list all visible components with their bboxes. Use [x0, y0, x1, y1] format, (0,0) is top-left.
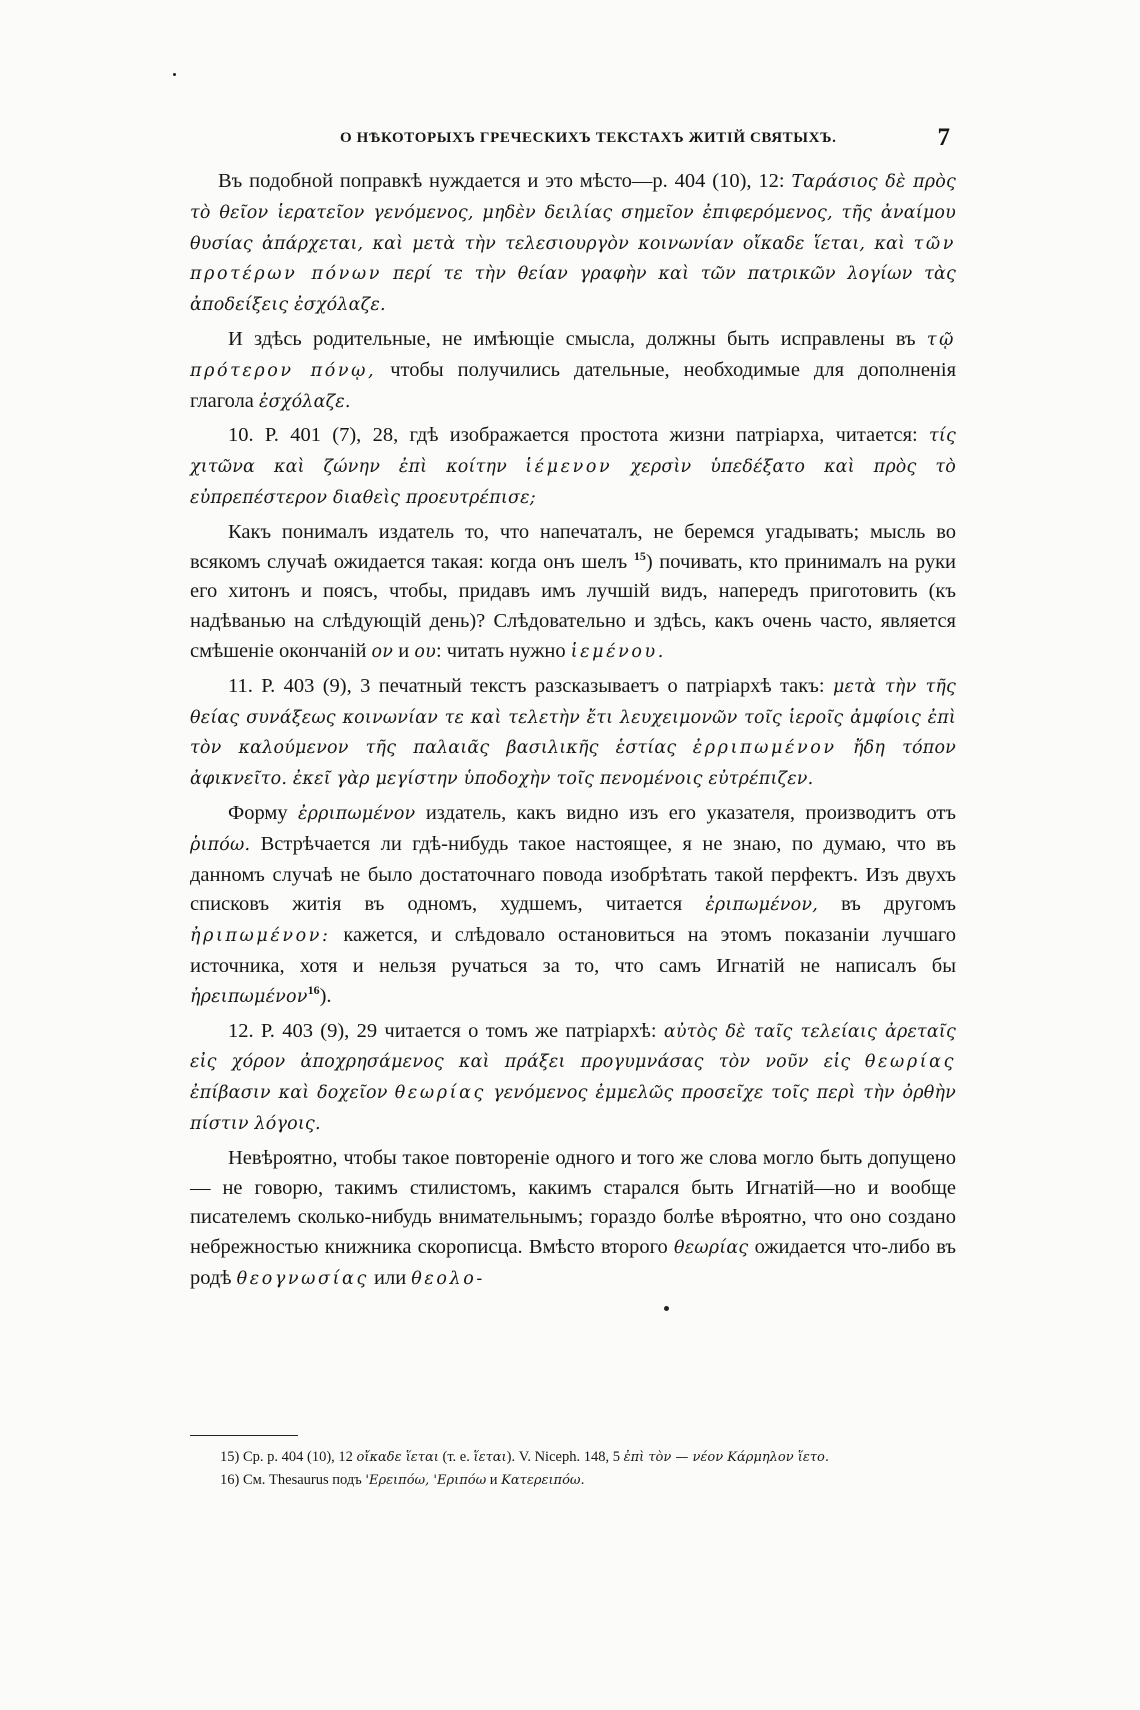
text-run: 11. Р. 403 (9), 3 печатный текстъ разсказываетъ о патріархѣ такъ: — [228, 674, 825, 697]
text-run: и — [398, 639, 410, 662]
text-run: Какъ понималъ издатель то, что напечаталъ, не беремся угадывать; мысль во всякомъ случаѣ ожидается такая: когда онъ шелъ — [190, 520, 956, 573]
greek-quote: αὐτὸς δὲ ταῖς τελείαις ἀρεταῖς εἰς χόρον ἀποχρησάμενος καὶ πράξει προγυμνάσας τὸν νοῦν εἰς — [190, 1021, 956, 1073]
text-run: ожидается что-либо въ родѣ — [190, 1236, 957, 1289]
paragraph — [190, 672, 956, 795]
text-run: Форму — [228, 801, 288, 824]
running-title: О НѢКОТОРЫХЪ ГРЕЧЕСКИХЪ ТЕКСТАХЪ ЖИТІЙ СВЯТЫХЪ. — [340, 130, 837, 146]
paragraph — [190, 167, 956, 321]
greek-word: οἴκαδε ἵεται — [356, 1450, 439, 1465]
text-run: ). V. Niceph. 148, 5 — [506, 1449, 620, 1465]
footnote-16 — [190, 1469, 960, 1492]
running-head — [210, 124, 950, 160]
text-run: и — [489, 1472, 498, 1488]
greek-word: ῥιπόω. — [190, 834, 251, 855]
greek-word: ἵεται — [473, 1450, 507, 1465]
greek-word: ον — [371, 641, 394, 662]
greek-quote: χερσὶν ὑπεδέξατο καὶ πρὸς τὸ εὐπρεπέστερον διαθεὶς προευτρέπισε; — [190, 457, 957, 508]
footnote-15 — [190, 1446, 960, 1469]
text-run: или — [374, 1266, 407, 1289]
text-run: И здѣсь родительные, не имѣющіе смысла, должны быть исправлены въ — [228, 327, 916, 350]
text-run: 15) Ср. р. 404 (10), 12 — [220, 1449, 353, 1465]
greek-emphasis: ἠριπωμένον: — [190, 926, 331, 947]
text-run: (т. е. — [442, 1449, 470, 1465]
paragraph — [190, 325, 956, 417]
text-run: 10. Р. 401 (7), 28, гдѣ изображается простота жизни патріарха, читается: — [228, 424, 918, 447]
greek-emphasis: ἐρριπωμένον — [692, 738, 837, 759]
paragraph — [190, 1144, 956, 1295]
greek-word: θεωρίας — [673, 1238, 749, 1259]
text-run: Въ подобной поправкѣ нуждается и это мѣсто—р. 404 (10), 12: — [218, 170, 785, 192]
page-number: 7 — [937, 124, 950, 151]
greek-word: ἠρειπωμένον — [190, 986, 308, 1007]
greek-quote: Ταράσιος δὲ πρὸς τὸ θεῖον ἱερατεῖον γενόμενος, μηδὲν δειλίας σημεῖον ἐπιφερόμενος, τῆς ἀναίμου θυσίας ἀπάρχεται, καὶ μετὰ τὴν τελεσιουργὸν κοινωνίαν οἴκαδε ἵεται, καὶ — [190, 172, 957, 254]
greek-emphasis: θεογνωσίας — [236, 1268, 369, 1289]
text-run: 12. Р. 403 (9), 29 читается о томъ же патріархѣ: — [228, 1019, 657, 1042]
greek-word: ἐρριπωμένον — [298, 803, 416, 824]
text-run: Встрѣчается ли гдѣ-нибудь такое настоящее, я не знаю, по думаю, что въ данномъ случаѣ не было достаточнаго повода изобрѣтать такой перфектъ. Изъ двухъ списковъ житія въ одномъ, худшемъ, читается — [190, 832, 956, 916]
text-run: чтобы получились дательные, необходимые для дополненія глагола — [190, 358, 957, 412]
greek-quote: μετὰ τὴν τῆς θείας συνάξεως κοινωνίαν τε καὶ τελετὴν ἔτι λευχειμονῶν τοῖς ἱεροῖς ἀμφίοις ἐπὶ τὸν καλούμενον τῆς παλαιᾶς βασιλικῆς ἑστίας — [190, 676, 957, 759]
footnote-ref[interactable]: 16 — [307, 982, 320, 997]
greek-quote: τίς χιτῶνα καὶ ζώνην ἐπὶ κοίτην — [190, 426, 956, 478]
text-run: издатель, какъ видно изъ его указателя, производитъ отъ — [425, 801, 956, 824]
greek-quote: ἐπίβασιν καὶ δοχεῖον — [190, 1083, 388, 1104]
paragraph — [190, 1017, 956, 1140]
greek-emphasis: θεολο- — [411, 1268, 485, 1289]
footnote-divider — [190, 1435, 298, 1436]
text-run: ) почивать, кто принималъ на руки его хитонъ и поясъ, чтобы, придавъ имъ лучшій видъ, напередъ приготовить (къ надѣванью на слѣдующій день)? Слѣдовательно и здѣсь, какъ очень часто, является смѣшеніе окончаній — [190, 550, 957, 662]
greek-emphasis: θεωρίας — [394, 1083, 486, 1104]
paragraph — [190, 799, 956, 1013]
text-run: Невѣроятно, чтобы такое повтореніе одного и того же слова могло быть допущено — не говорю, такимъ стилистомъ, какимъ старался быть Игнатій—но и вообще писателемъ сколько-нибудь внимательнымъ; гораздо болѣе вѣроятно, что оно создано небрежностью книжника скорописца. Вмѣсто второго — [190, 1146, 956, 1259]
greek-word: ἐσχόλαζε. — [259, 391, 351, 412]
text-run: въ другомъ — [841, 893, 957, 916]
text-run: : читать нужно — [435, 639, 566, 662]
greek-word: ου — [414, 641, 436, 662]
greek-emphasis: ἱεμένου. — [570, 641, 666, 662]
footnote-ref[interactable]: 15 — [633, 548, 646, 563]
greek-quote: περί τε τὴν θείαν γραφὴν καὶ τῶν πατρικῶν λογίων τὰς ἀποδείξεις ἐσχόλαζε. — [190, 264, 956, 316]
greek-word: Κατερειπόω. — [501, 1473, 585, 1488]
paragraph — [190, 518, 956, 668]
greek-emphasis: τῶν προτέρων πόνων — [190, 233, 956, 285]
paragraph — [190, 421, 956, 513]
greek-quote: ἤδη τόπον ἀφικνεῖτο. ἐκεῖ γὰρ μεγίστην ὑποδοχὴν τοῖς πενομένοις εὐτρέπιζεν. — [190, 738, 957, 790]
text-run: ). — [319, 984, 332, 1007]
body-text — [190, 167, 956, 1299]
text-run: кажется, и слѣдовало остановиться на этомъ показаніи лучшаго источника, хотя и нельзя ручаться за то, что самъ Игнатій не написалъ бы — [190, 924, 957, 977]
greek-word: ἐριπωμένον, — [705, 895, 818, 916]
footnotes — [190, 1446, 960, 1492]
text-run: 16) См. Thesaurus подъ — [220, 1472, 362, 1488]
greek-emphasis: θεωρίας — [864, 1052, 956, 1073]
greek-emphasis: τῷ πρότερον πόνῳ, — [190, 329, 957, 381]
scan-speck — [664, 1306, 669, 1311]
greek-emphasis: ἱέμενον — [525, 457, 613, 478]
greek-quote: γενόμενος ἐμμελῶς προσεῖχε τοῖς περὶ τὴν ὀρθὴν πίστιν λόγοις. — [190, 1083, 956, 1134]
scan-speck — [173, 73, 176, 76]
greek-quote: ἐπὶ τὸν — νέον Κάρμηλον ἵετο. — [623, 1450, 829, 1465]
greek-word: 'Ερειπόω, 'Εριπόω — [365, 1473, 487, 1488]
